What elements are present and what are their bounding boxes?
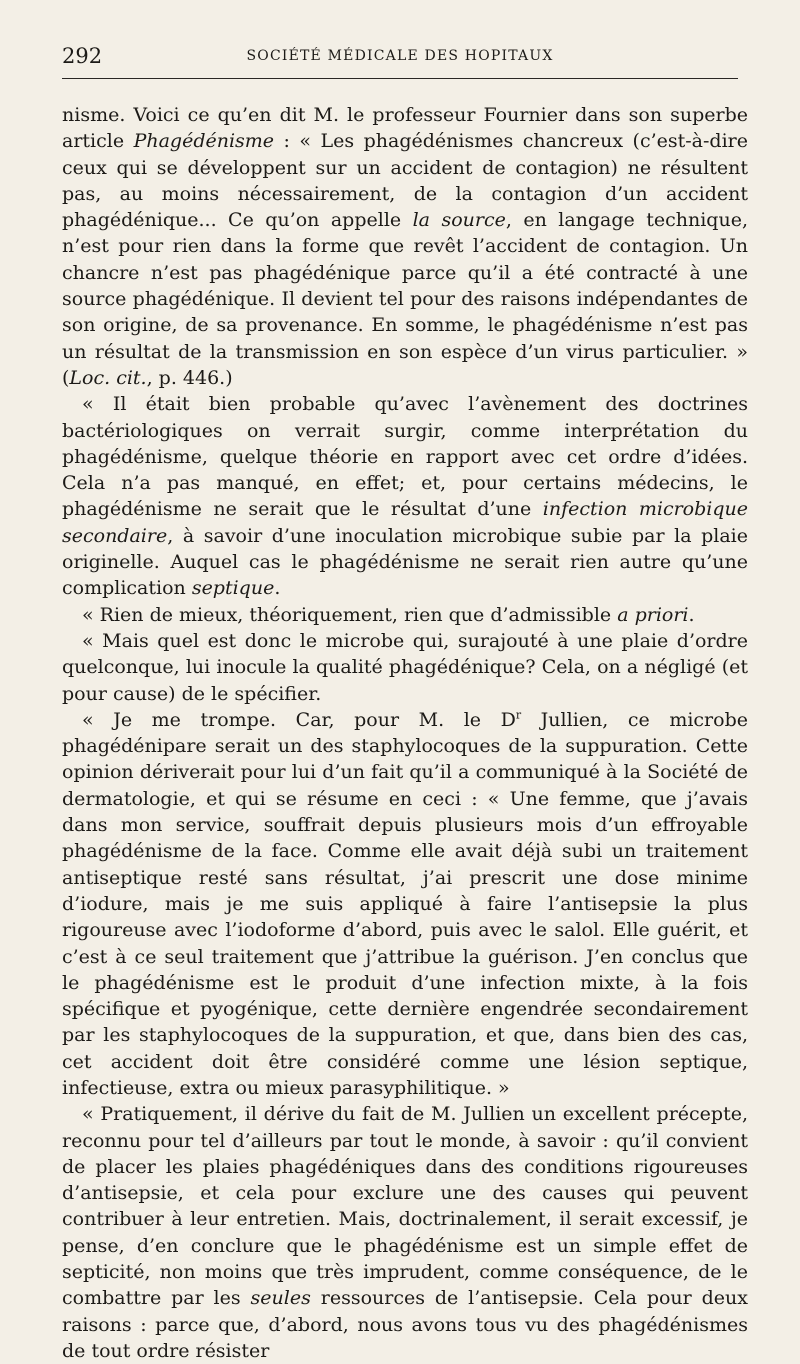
page-number: 292	[62, 44, 103, 68]
body-text	[62, 102, 748, 1364]
text-run: .	[274, 577, 281, 600]
italic-text: Loc. cit.	[69, 366, 147, 389]
italic-text: Phagédénisme	[133, 130, 275, 153]
header-rule	[62, 78, 738, 79]
italic-text: a priori	[617, 603, 689, 626]
text-run: « Rien de mieux, théoriquement, rien que d’admissible	[82, 603, 618, 626]
running-title: SOCIÉTÉ MÉDICALE DES HOPITAUX	[246, 48, 554, 64]
text-run: , à savoir d’une inoculation microbique subie par la plaie originelle. Auquel cas le phagédénisme ne serait rien autre qu’une complication	[62, 524, 748, 600]
text-run: nisme. Voici ce qu’en dit M. le professeur Fournier dans son superbe article	[62, 104, 748, 153]
text-run: , p. 446.)	[146, 366, 233, 389]
paragraph	[62, 102, 748, 391]
text-run: « Mais quel est donc le microbe qui, surajouté à une plaie d’ordre quelconque, lui inocule la qualité phagédénique? Cela, on a négligé (et pour cause) de le spécifier.	[62, 629, 748, 705]
page-header	[62, 40, 738, 70]
paragraph	[62, 628, 748, 707]
text-run: : « Les phagédénismes chancreux (c’est-à-dire ceux qui se développent sur un accident de contagion) ne résultent pas, au moins nécessairement, de la contagion d’un accident phagédénique... Ce qu’on appelle	[62, 130, 748, 232]
italic-text: seules	[250, 1287, 311, 1310]
paragraph	[62, 602, 748, 628]
text-run: « Il était bien probable qu’avec l’avènement des doctrines bactériologiques on verrait surgir, comme interprétation du phagédénisme, quelque théorie en rapport avec cet ordre d’idées. Cela n’a pas manqué, en effet; et, pour certains médecins, le phagédénisme ne serait que le résultat d’une	[62, 393, 748, 521]
paragraph	[62, 707, 748, 1101]
paragraph	[62, 1101, 748, 1364]
text-run: .	[688, 603, 695, 626]
text-run: « Pratiquement, il dérive du fait de M. Jullien un excellent précepte, reconnu pour tel d’ailleurs par tout le monde, à savoir : qu’il convient de placer les plaies phagédéniques dans des conditions rigoureuses d’antisepsie, et cela pour exclure une des causes qui peuvent contribuer à leur entretien. Mais, doctrinalement, il serait excessif, je pense, d’en conclure que le phagédénisme est un simple effet de septicité, non moins que très imprudent, comme conséquence, de le combattre par les	[62, 1103, 748, 1310]
superscript-text: r	[515, 708, 522, 722]
text-run: Jullien, ce microbe phagédénipare serait un des staphylocoques de la suppuration. Cette opinion dériverait pour lui d’un fait qu’il a communiqué à la Société de dermatologie, et qui se résume en ceci : « Une femme, que j’avais dans mon service, souffrait depuis plusieurs mois d’un effroyable phagédénisme de la face. Comme elle avait déjà subi un traitement antiseptique resté sans résultat, j’ai prescrit une dose minime d’iodure, mais je me suis appliqué à faire l’antisepsie la plus rigoureuse avec l’iodoforme d’abord, puis avec le salol. Elle guérit, et c’est à ce seul traitement que j’attribue la guérison. J’en conclus que le phagédénisme est le produit d’une infection mixte, à la fois spécifique et pyogénique, cette dernière engendrée secondairement par les staphylocoques de la suppuration, et que, dans bien des cas, cet accident doit être considéré comme une lésion septique, infectieuse, extra ou mieux parasyphilitique. »	[62, 708, 748, 1099]
italic-text: septique	[191, 577, 275, 600]
italic-text: infection microbique secondaire	[62, 498, 748, 547]
paragraph	[62, 391, 748, 601]
text-run: ressources de l’antisepsie. Cela pour deux raisons : parce que, d’abord, nous avons tous vu des phagédénismes de tout ordre résister	[62, 1287, 748, 1362]
text-run: « Je me trompe. Car, pour M. le D	[82, 708, 516, 731]
text-run: , en langage technique, n’est pour rien dans la forme que revêt l’accident de contagion. Un chancre n’est pas phagédénique parce qu’il a été contracté à une source phagédénique. Il devient tel pour des raisons indépendantes de son origine, de sa provenance. En somme, le phagédénisme n’est pas un résultat de la transmission en son espèce d’un virus particulier. » (	[62, 209, 748, 389]
italic-text: la source	[412, 209, 506, 232]
